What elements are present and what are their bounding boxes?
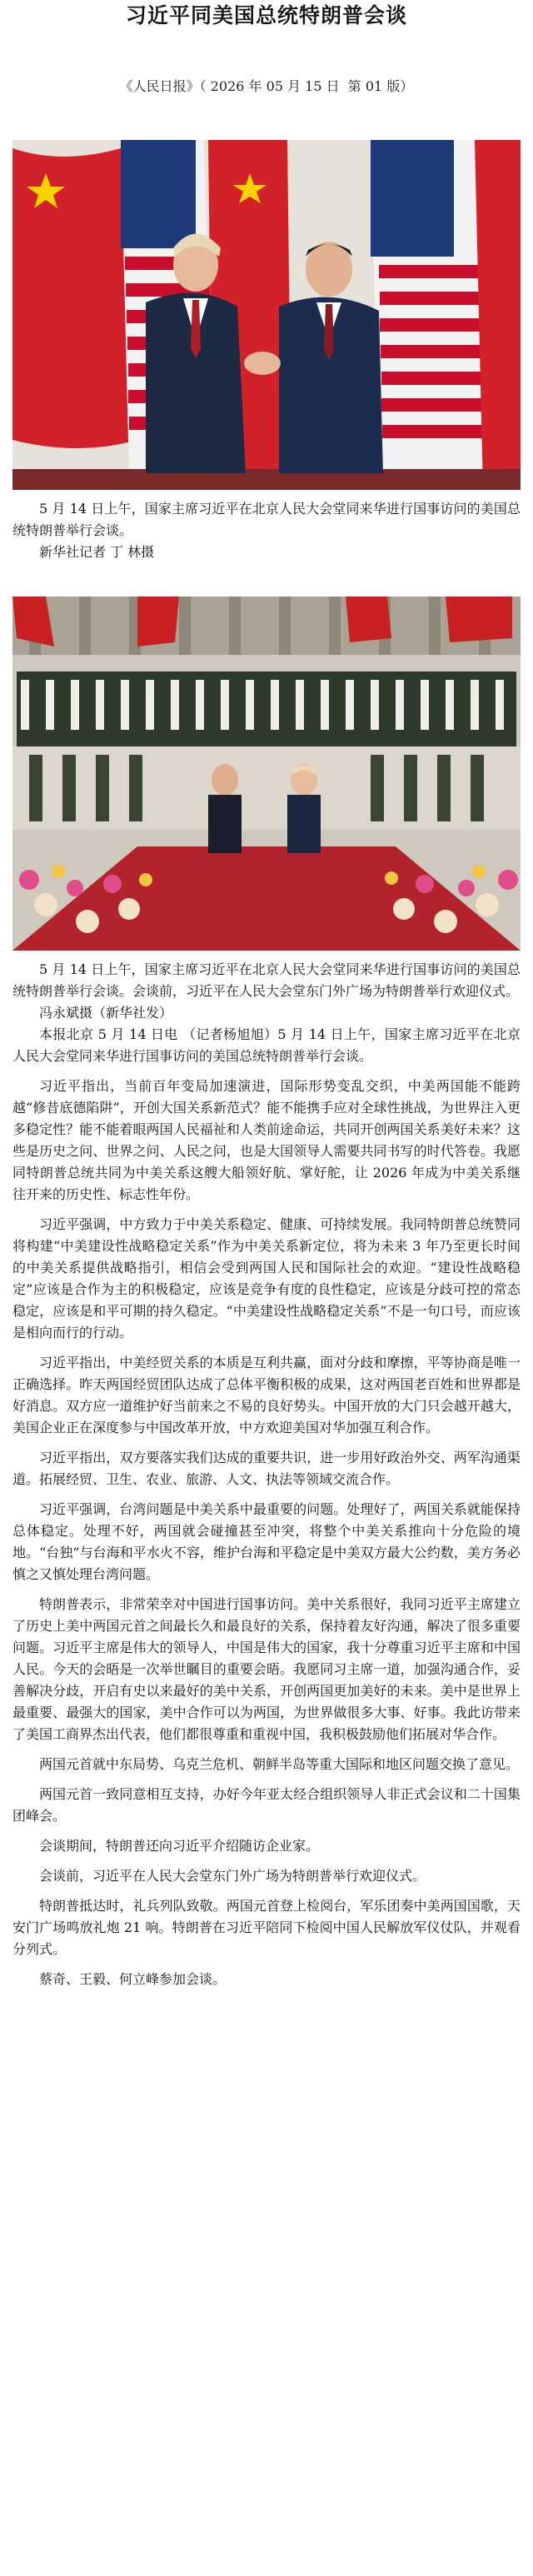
- paragraph: 蔡奇、王毅、何立峰参加会谈。: [39, 1971, 227, 1987]
- paragraph: 两国元首就中东局势、乌克兰危机、朝鲜半岛等重大国际和地区问题交换了意见。: [39, 1756, 520, 1772]
- photo-handshake: [12, 140, 521, 490]
- paragraph: 两国元首一致同意相互支持，办好今年亚太经合组织领导人非正式会议和二十国集团峰会。: [12, 1786, 521, 1824]
- paragraph: 习近平强调，中方致力于中美关系稳定、健康、可持续发展。我同特朗普总统赞同将构建“中美建设性战略稳定关系”作为中美关系新定位，将为未来 3 年乃至更长时间的中美关系提供战略指引，相信会受到两国人民和国际社会的欢迎。“建设性战略稳定”应该是合作为主的积极稳定，应该是竞争有度的良性稳定，应该是分歧可控的常态稳定，应该是和平可期的持久稳定。“中美建设性战略稳定关系”不是一句口号，而应该是相向而行的行动。: [12, 1216, 521, 1340]
- paragraph: 本报北京 5 月 14 日电 （记者杨旭旭）5 月 14 日上午，国家主席习近平在北京人民大会堂同来华进行国事访问的美国总统特朗普举行会谈。: [12, 1026, 521, 1064]
- photo-handshake-illustration: [12, 140, 521, 490]
- photo2-credit: 冯永斌摄（新华社发）: [39, 1005, 173, 1021]
- photo-ceremony-illustration: [12, 597, 521, 951]
- paragraph: 会谈期间，特朗普还向习近平介绍随访企业家。: [39, 1838, 320, 1854]
- article-title: 习近平同美国总统特朗普会谈: [125, 3, 407, 27]
- photo1-credit: 新华社记者 丁 林摄: [39, 544, 155, 560]
- paragraph: 习近平强调，台湾问题是中美关系中最重要的问题。处理好了，两国关系就能保持总体稳定。处理不好，两国就会碰撞甚至冲突，将整个中美关系推向十分危险的境地。“台独”与台海和平水火不容，维护台海和平稳定是中美双方最大公约数，美方务必慎之又慎处理台湾问题。: [12, 1501, 521, 1582]
- paragraph: 习近平指出，当前百年变局加速演进，国际形势变乱交织，中美两国能不能跨越“修昔底德陷阱”，开创大国关系新范式？能不能携手应对全球性挑战，为世界注入更多稳定性？能不能着眼两国人民福祉和人类前途命运，共同开创两国关系美好未来？这些是历史之问、世界之问、人民之问，也是大国领导人需要共同书写的时代答卷。我愿同特朗普总统共同为中美关系这艘大船领好航、掌好舵，让 2026 年成为中美关系继往开来的历史性、标志性年份。: [12, 1078, 521, 1202]
- paragraph: 习近平指出，中美经贸关系的本质是互利共赢，面对分歧和摩擦，平等协商是唯一正确选择。昨天两国经贸团队达成了总体平衡积极的成果，这对两国老百姓和世界都是好消息。双方应一道维护好当前来之不易的良好势头。中国开放的大门只会越开越大，美国企业正在深度参与中国改革开放，中方欢迎美国对华加强互利合作。: [12, 1355, 521, 1435]
- paragraph: 特朗普抵达时，礼兵列队致敬。两国元首登上检阅台，军乐团奏中美两国国歌，天安门广场鸣放礼炮 21 响。特朗普在习近平陪同下检阅中国人民解放军仪仗队，并观看分列式。: [12, 1898, 521, 1957]
- photo-welcome-ceremony: [12, 597, 521, 951]
- paragraph: 特朗普表示，非常荣幸对中国进行国事访问。美中关系很好，我同习近平主席建立了历史上美中两国元首之间最长久和最良好的关系，保持着友好沟通，解决了很多重要问题。习近平主席是伟大的领导人，中国是伟大的国家，我十分尊重习近平主席和中国人民。今天的会晤是一次举世瞩目的重要会晤。我愿同习主席一道，加强沟通合作，妥善解决分歧，开启有史以来最好的美中关系，开创两国更加美好的未来。美中是世界上最重要、最强大的国家，美中合作可以为两国，为世界做很多大事、好事。我此访带来了美国工商界杰出代表，他们都很尊重和重视中国，我积极鼓励他们拓展对华合作。: [12, 1596, 521, 1742]
- article-body: [0, 1024, 533, 1990]
- paragraph: 会谈前，习近平在人民大会堂东门外广场为特朗普举行欢迎仪式。: [39, 1868, 426, 1884]
- article-source: 《人民日报》（ 2026 年 05 月 15 日 第 01 版）: [119, 78, 414, 94]
- paragraph: 习近平指出，双方要落实我们达成的重要共识，进一步用好政治外交、两军沟通渠道。拓展经贸、卫生、农业、旅游、人文、执法等领域交流合作。: [12, 1450, 521, 1487]
- photo2-caption: 5 月 14 日上午，国家主席习近平在北京人民大会堂同来华进行国事访问的美国总统特朗普举行会谈。会谈前，习近平在人民大会堂东门外广场为特朗普举行欢迎仪式。: [12, 961, 521, 999]
- photo1-caption: 5 月 14 日上午，国家主席习近平在北京人民大会堂同来华进行国事访问的美国总统特朗普举行会谈。: [12, 501, 521, 538]
